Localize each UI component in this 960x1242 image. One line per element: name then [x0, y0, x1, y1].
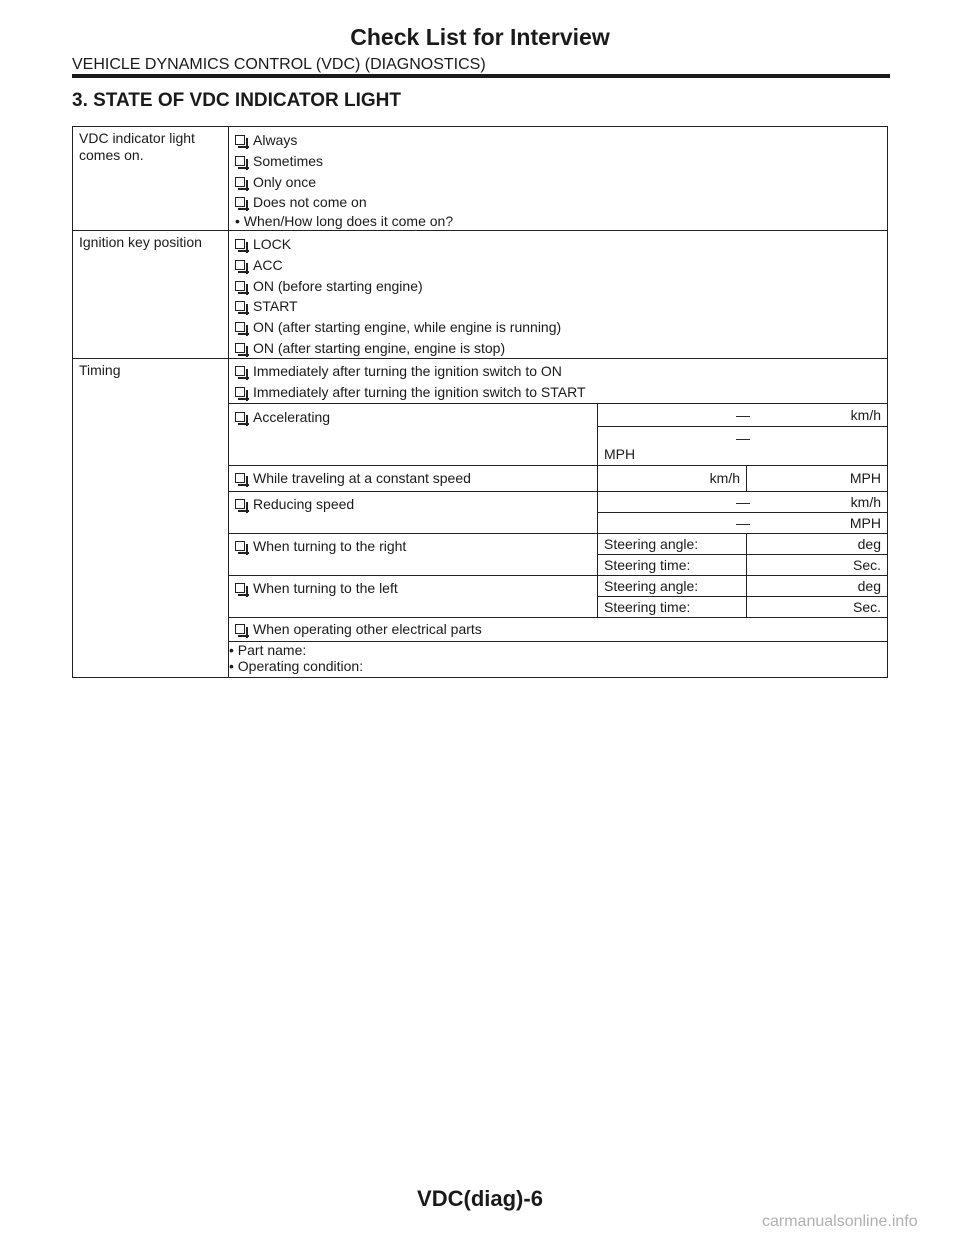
watermark: carmanualsonline.info: [762, 1213, 918, 1230]
const-mph-field[interactable]: MPH: [747, 465, 888, 491]
vdc-indicator-label: VDC indicator light comes on.: [73, 127, 229, 231]
option-always[interactable]: Always: [229, 130, 887, 151]
option-immediately-start[interactable]: Immediately after turning the ignition switch to START: [229, 382, 887, 403]
checkbox-icon[interactable]: [235, 156, 245, 166]
steering-time-label: Steering time:: [598, 554, 747, 575]
option-turning-left[interactable]: When turning to the left: [229, 578, 597, 599]
vdc-indicator-options: [229, 127, 888, 231]
option-on-running[interactable]: ON (after starting engine, while engine is running): [229, 317, 887, 338]
left-angle-field[interactable]: deg: [747, 575, 888, 596]
operating-condition-field[interactable]: • Operating condition:: [229, 657, 364, 674]
accelerating-cell: [229, 403, 598, 465]
option-electrical-parts[interactable]: When operating other electrical parts: [229, 619, 887, 640]
turning-right-cell: [229, 533, 598, 575]
part-name-field[interactable]: • Part name:: [229, 641, 307, 658]
ignition-key-options: [229, 231, 888, 359]
checkbox-icon[interactable]: [235, 412, 245, 422]
reducing-speed-cell: [229, 491, 598, 533]
ignition-key-label: Ignition key position: [73, 231, 229, 359]
left-time-field[interactable]: Sec.: [747, 596, 888, 617]
checkbox-icon[interactable]: [235, 177, 245, 187]
steering-angle-label: Steering angle:: [598, 533, 747, 554]
page-title: Check List for Interview: [350, 24, 610, 50]
option-sometimes[interactable]: Sometimes: [229, 151, 887, 172]
option-immediately-on[interactable]: Immediately after turning the ignition switch to ON: [229, 361, 887, 382]
accel-mph-field[interactable]: — MPH: [598, 426, 888, 465]
part-details-cell: [229, 641, 888, 677]
steering-time-label: Steering time:: [598, 596, 747, 617]
checkbox-icon[interactable]: [235, 541, 245, 551]
reduce-kmh-field[interactable]: — km/h: [598, 491, 888, 512]
electrical-parts-cell: [229, 617, 888, 641]
page-number: VDC(diag)-6: [417, 1186, 543, 1211]
timing-ignition-options: [229, 359, 888, 403]
checkbox-icon[interactable]: [235, 239, 245, 249]
option-reducing-speed[interactable]: Reducing speed: [229, 494, 597, 515]
checkbox-icon[interactable]: [235, 366, 245, 376]
accel-kmh-field[interactable]: — km/h: [598, 403, 888, 426]
checkbox-icon[interactable]: [235, 343, 245, 353]
checkbox-icon[interactable]: [235, 260, 245, 270]
option-turning-right[interactable]: When turning to the right: [229, 536, 597, 557]
checkbox-icon[interactable]: [235, 281, 245, 291]
option-does-not-come-on[interactable]: Does not come on: [229, 192, 887, 213]
option-only-once[interactable]: Only once: [229, 171, 887, 192]
option-on-before[interactable]: ON (before starting engine): [229, 275, 887, 296]
checkbox-icon[interactable]: [235, 387, 245, 397]
checkbox-icon[interactable]: [235, 583, 245, 593]
option-lock[interactable]: LOCK: [229, 234, 887, 255]
timing-label: Timing: [73, 359, 229, 677]
header-rule: [72, 74, 890, 78]
option-accelerating[interactable]: Accelerating: [229, 407, 597, 428]
const-kmh-field[interactable]: km/h: [598, 465, 747, 491]
option-start[interactable]: START: [229, 296, 887, 317]
constant-speed-cell: [229, 465, 598, 491]
right-angle-field[interactable]: deg: [747, 533, 888, 554]
checkbox-icon[interactable]: [235, 197, 245, 207]
when-how-long-note: • When/How long does it come on?: [235, 212, 454, 229]
turning-left-cell: [229, 575, 598, 617]
document-subtitle: VEHICLE DYNAMICS CONTROL (VDC) (DIAGNOSTICS): [72, 56, 486, 73]
option-on-stop[interactable]: ON (after starting engine, engine is stop): [229, 337, 887, 358]
checkbox-icon[interactable]: [235, 301, 245, 311]
section-heading: 3. STATE OF VDC INDICATOR LIGHT: [72, 90, 401, 111]
checkbox-icon[interactable]: [235, 135, 245, 145]
option-constant-speed[interactable]: While traveling at a constant speed: [229, 468, 597, 489]
steering-angle-label: Steering angle:: [598, 575, 747, 596]
option-acc[interactable]: ACC: [229, 255, 887, 276]
reduce-mph-field[interactable]: — MPH: [598, 512, 888, 533]
checkbox-icon[interactable]: [235, 473, 245, 483]
checkbox-icon[interactable]: [235, 499, 245, 509]
right-time-field[interactable]: Sec.: [747, 554, 888, 575]
checklist-table: [72, 126, 888, 678]
checkbox-icon[interactable]: [235, 624, 245, 634]
checkbox-icon[interactable]: [235, 322, 245, 332]
